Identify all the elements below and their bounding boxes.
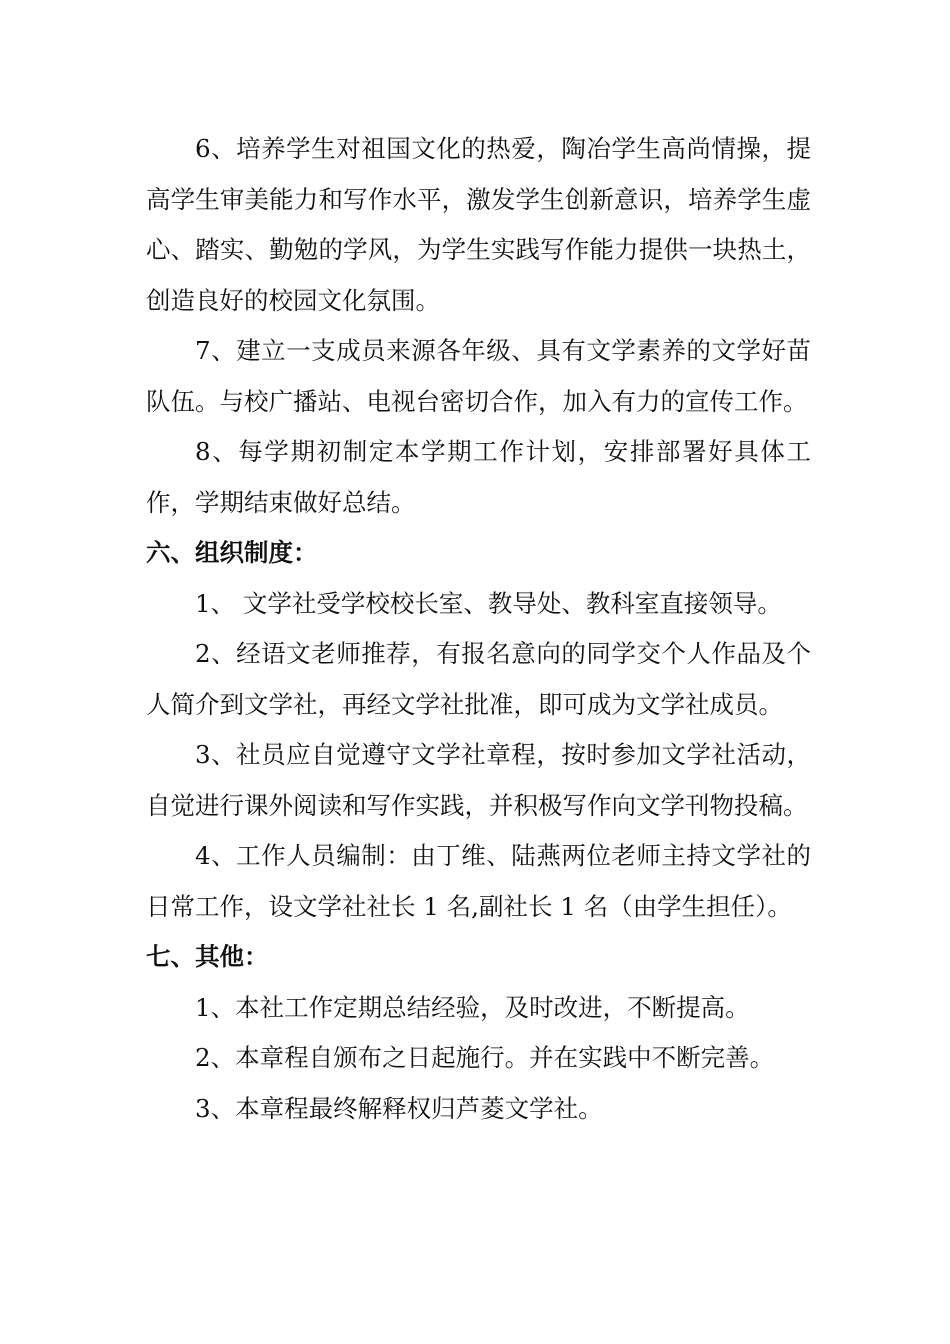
organization-item-2: 2、经语文老师推荐，有报名意向的同学交个人作品及个人简介到文学社，再经文学社批准，即可成为文学社成员。 xyxy=(146,639,811,719)
document-page xyxy=(146,124,811,1134)
section-heading-organization: 六、组织制度： xyxy=(146,538,318,567)
organization-item-4: 4、工作人员编制：由丁维、陆燕两位老师主持文学社的日常工作，设文学社社长 1 名,副社长 1 名（由学生担任）。 xyxy=(146,841,811,921)
other-item-2: 2、本章程自颁布之日起施行。并在实践中不断完善。 xyxy=(195,1043,775,1072)
other-item-1: 1、本社工作定期总结经验，及时改进，不断提高。 xyxy=(195,992,750,1022)
paragraph-item-8: 8、每学期初制定本学期工作计划，安排部署好具体工作，学期结束做好总结。 xyxy=(146,437,811,517)
section-heading-other: 七、其他： xyxy=(146,942,269,971)
paragraph-item-6: 6、培养学生对祖国文化的热爱，陶冶学生高尚情操，提高学生审美能力和写作水平，激发学生创新意识，培养学生虚心、踏实、勤勉的学风，为学生实践写作能力提供一块热土，创造良好的校园文化氛围。 xyxy=(146,134,811,315)
other-item-3: 3、本章程最终解释权归芦菱文学社。 xyxy=(195,1093,603,1123)
organization-item-1: 1、 文学社受学校校长室、教导处、教科室直接领导。 xyxy=(195,588,782,618)
paragraph-item-7: 7、建立一支成员来源各年级、具有文学素养的文学好苗队伍。与校广播站、电视台密切合作，加入有力的宣传工作。 xyxy=(146,336,811,416)
organization-item-3: 3、社员应自觉遵守文学社章程，按时参加文学社活动，自觉进行课外阅读和写作实践，并积极写作向文学刊物投稿。 xyxy=(146,740,811,820)
